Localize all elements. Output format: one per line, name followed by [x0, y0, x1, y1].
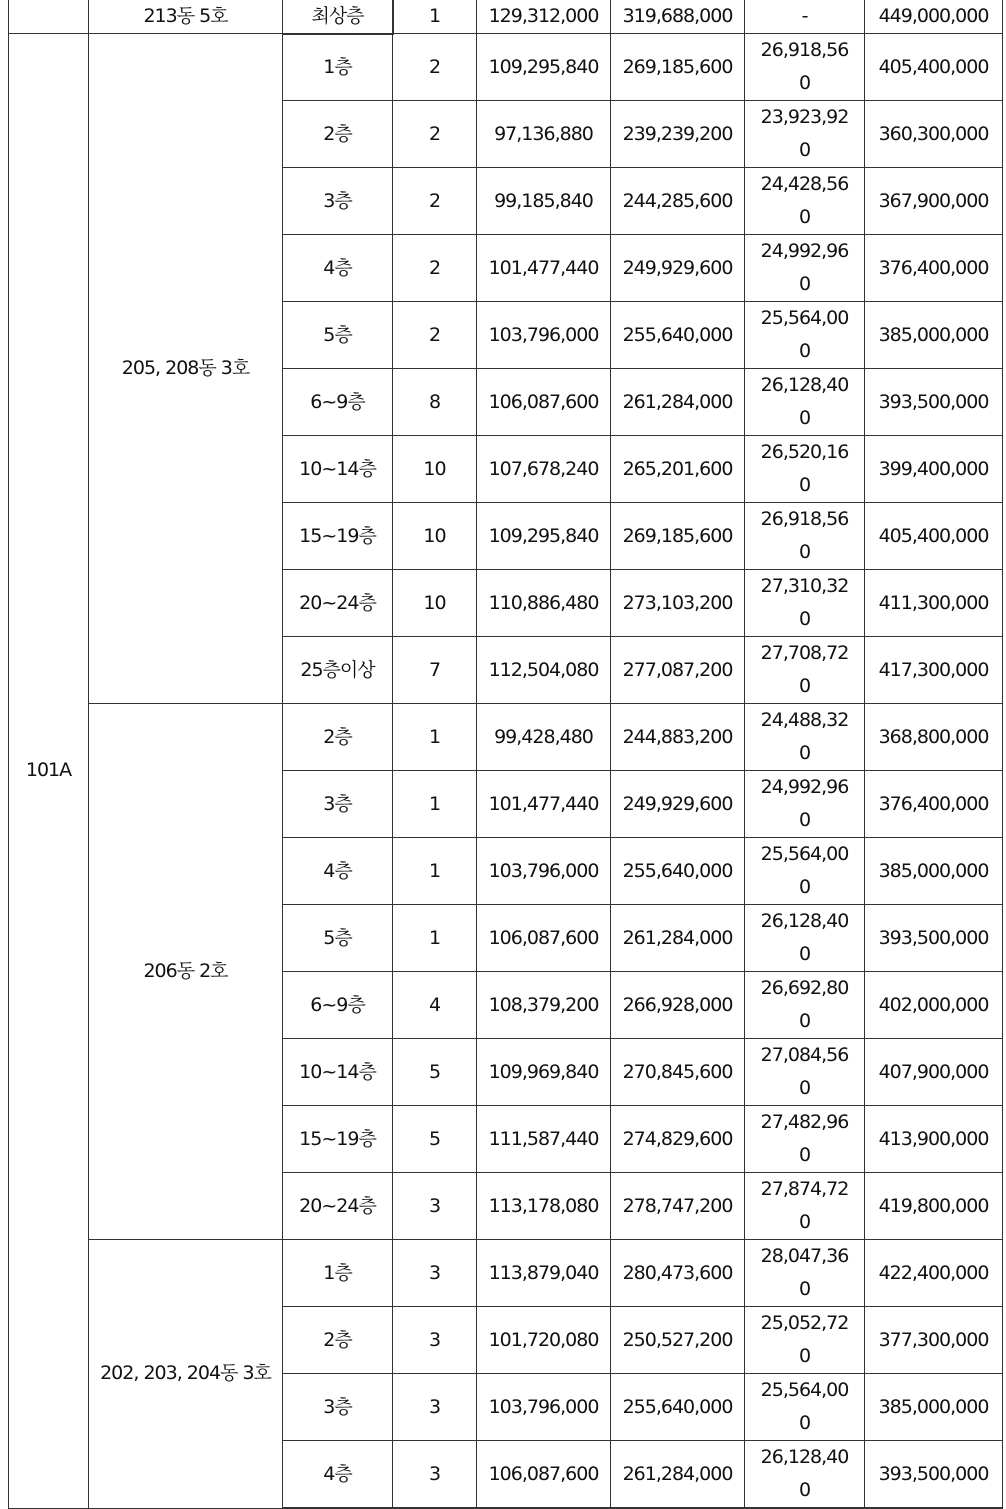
count-cell: 3 — [393, 1173, 477, 1240]
land-price-cell: 113,178,080 — [477, 1173, 611, 1240]
floor-cell: 5층 — [283, 302, 393, 369]
count-cell: 10 — [393, 570, 477, 637]
count-cell: 5 — [393, 1039, 477, 1106]
floor-cell: 3층 — [283, 1374, 393, 1441]
total-price-cell: 399,400,000 — [865, 436, 1003, 503]
floor-cell: 20~24층 — [283, 570, 393, 637]
land-price-cell: 129,312,000 — [477, 0, 611, 34]
vat-cell: - — [745, 0, 865, 34]
vat-cell: 26,692,800 — [745, 972, 865, 1039]
floor-cell: 2층 — [283, 704, 393, 771]
land-price-cell: 103,796,000 — [477, 838, 611, 905]
floor-cell: 최상층 — [283, 0, 393, 34]
building-price-cell: 269,185,600 — [611, 34, 745, 101]
building-price-cell: 244,883,200 — [611, 704, 745, 771]
building-price-cell: 250,527,200 — [611, 1307, 745, 1374]
building-price-cell: 280,473,600 — [611, 1240, 745, 1307]
price-table — [8, 0, 1003, 1509]
vat-cell: 26,918,560 — [745, 34, 865, 101]
building-price-cell: 277,087,200 — [611, 637, 745, 704]
land-price-cell: 99,428,480 — [477, 704, 611, 771]
land-price-cell: 108,379,200 — [477, 972, 611, 1039]
land-price-cell: 101,477,440 — [477, 235, 611, 302]
land-price-cell: 107,678,240 — [477, 436, 611, 503]
total-price-cell: 413,900,000 — [865, 1106, 1003, 1173]
total-price-cell: 385,000,000 — [865, 1374, 1003, 1441]
floor-cell: 20~24층 — [283, 1173, 393, 1240]
land-price-cell: 113,879,040 — [477, 1240, 611, 1307]
count-cell: 3 — [393, 1307, 477, 1374]
land-price-cell: 106,087,600 — [477, 1441, 611, 1509]
floor-cell: 15~19층 — [283, 1106, 393, 1173]
building-price-cell: 273,103,200 — [611, 570, 745, 637]
total-price-cell: 417,300,000 — [865, 637, 1003, 704]
count-cell: 7 — [393, 637, 477, 704]
unit-group-cell: 202, 203, 204동 3호 — [89, 1240, 283, 1509]
table-row — [9, 0, 1003, 34]
floor-cell: 1층 — [283, 34, 393, 101]
total-price-cell: 393,500,000 — [865, 369, 1003, 436]
land-price-cell: 109,295,840 — [477, 503, 611, 570]
count-cell: 1 — [393, 771, 477, 838]
count-cell: 2 — [393, 168, 477, 235]
floor-cell: 6~9층 — [283, 369, 393, 436]
land-price-cell: 109,969,840 — [477, 1039, 611, 1106]
total-price-cell: 407,900,000 — [865, 1039, 1003, 1106]
total-price-cell: 411,300,000 — [865, 570, 1003, 637]
vat-cell: 24,992,960 — [745, 771, 865, 838]
floor-cell: 10~14층 — [283, 436, 393, 503]
count-cell: 10 — [393, 436, 477, 503]
floor-cell: 4층 — [283, 235, 393, 302]
vat-cell: 26,128,400 — [745, 905, 865, 972]
floor-cell: 6~9층 — [283, 972, 393, 1039]
count-cell: 3 — [393, 1240, 477, 1307]
building-price-cell: 255,640,000 — [611, 302, 745, 369]
land-price-cell: 99,185,840 — [477, 168, 611, 235]
total-price-cell: 419,800,000 — [865, 1173, 1003, 1240]
unit-group-cell: 205, 208동 3호 — [89, 34, 283, 704]
land-price-cell: 110,886,480 — [477, 570, 611, 637]
table-row — [9, 34, 1003, 101]
vat-cell: 25,564,000 — [745, 838, 865, 905]
count-cell: 2 — [393, 235, 477, 302]
floor-cell: 25층이상 — [283, 637, 393, 704]
building-price-cell: 249,929,600 — [611, 235, 745, 302]
type-cell: 101A — [9, 34, 89, 1509]
land-price-cell: 101,477,440 — [477, 771, 611, 838]
total-price-cell: 402,000,000 — [865, 972, 1003, 1039]
total-price-cell: 393,500,000 — [865, 1441, 1003, 1509]
type-cell — [9, 0, 89, 34]
land-price-cell: 106,087,600 — [477, 905, 611, 972]
count-cell: 3 — [393, 1374, 477, 1441]
land-price-cell: 101,720,080 — [477, 1307, 611, 1374]
count-cell: 4 — [393, 972, 477, 1039]
building-price-cell: 255,640,000 — [611, 1374, 745, 1441]
vat-cell: 26,128,400 — [745, 369, 865, 436]
building-price-cell: 255,640,000 — [611, 838, 745, 905]
count-cell: 2 — [393, 34, 477, 101]
building-price-cell: 274,829,600 — [611, 1106, 745, 1173]
vat-cell: 26,128,400 — [745, 1441, 865, 1509]
building-price-cell: 270,845,600 — [611, 1039, 745, 1106]
building-price-cell: 261,284,000 — [611, 1441, 745, 1509]
count-cell: 1 — [393, 905, 477, 972]
building-price-cell: 239,239,200 — [611, 101, 745, 168]
count-cell: 1 — [393, 838, 477, 905]
vat-cell: 27,310,320 — [745, 570, 865, 637]
vat-cell: 23,923,920 — [745, 101, 865, 168]
building-price-cell: 261,284,000 — [611, 905, 745, 972]
vat-cell: 28,047,360 — [745, 1240, 865, 1307]
floor-cell: 5층 — [283, 905, 393, 972]
land-price-cell: 103,796,000 — [477, 1374, 611, 1441]
vat-cell: 24,992,960 — [745, 235, 865, 302]
building-price-cell: 261,284,000 — [611, 369, 745, 436]
floor-cell: 1층 — [283, 1240, 393, 1307]
floor-cell: 15~19층 — [283, 503, 393, 570]
unit-group-cell: 213동 5호 — [89, 0, 283, 34]
vat-cell: 24,428,560 — [745, 168, 865, 235]
total-price-cell: 422,400,000 — [865, 1240, 1003, 1307]
floor-cell: 4층 — [283, 1441, 393, 1509]
floor-cell: 3층 — [283, 168, 393, 235]
floor-cell: 10~14층 — [283, 1039, 393, 1106]
total-price-cell: 376,400,000 — [865, 771, 1003, 838]
unit-group-cell: 206동 2호 — [89, 704, 283, 1240]
building-price-cell: 278,747,200 — [611, 1173, 745, 1240]
vat-cell: 25,052,720 — [745, 1307, 865, 1374]
vat-cell: 26,918,560 — [745, 503, 865, 570]
building-price-cell: 249,929,600 — [611, 771, 745, 838]
land-price-cell: 111,587,440 — [477, 1106, 611, 1173]
count-cell: 2 — [393, 302, 477, 369]
total-price-cell: 368,800,000 — [865, 704, 1003, 771]
building-price-cell: 266,928,000 — [611, 972, 745, 1039]
total-price-cell: 376,400,000 — [865, 235, 1003, 302]
land-price-cell: 106,087,600 — [477, 369, 611, 436]
floor-cell: 3층 — [283, 771, 393, 838]
vat-cell: 24,488,320 — [745, 704, 865, 771]
total-price-cell: 360,300,000 — [865, 101, 1003, 168]
table-row — [9, 704, 1003, 771]
floor-cell: 2층 — [283, 1307, 393, 1374]
land-price-cell: 103,796,000 — [477, 302, 611, 369]
count-cell: 3 — [393, 1441, 477, 1509]
vat-cell: 27,482,960 — [745, 1106, 865, 1173]
total-price-cell: 405,400,000 — [865, 503, 1003, 570]
vat-cell: 27,874,720 — [745, 1173, 865, 1240]
total-price-cell: 405,400,000 — [865, 34, 1003, 101]
count-cell: 10 — [393, 503, 477, 570]
vat-cell: 25,564,000 — [745, 302, 865, 369]
total-price-cell: 385,000,000 — [865, 302, 1003, 369]
count-cell: 5 — [393, 1106, 477, 1173]
floor-cell: 4층 — [283, 838, 393, 905]
total-price-cell: 377,300,000 — [865, 1307, 1003, 1374]
floor-cell: 2층 — [283, 101, 393, 168]
vat-cell: 27,084,560 — [745, 1039, 865, 1106]
total-price-cell: 449,000,000 — [865, 0, 1003, 34]
count-cell: 8 — [393, 369, 477, 436]
land-price-cell: 109,295,840 — [477, 34, 611, 101]
table-row — [9, 1240, 1003, 1307]
total-price-cell: 367,900,000 — [865, 168, 1003, 235]
building-price-cell: 265,201,600 — [611, 436, 745, 503]
count-cell: 1 — [393, 0, 477, 34]
building-price-cell: 269,185,600 — [611, 503, 745, 570]
count-cell: 1 — [393, 704, 477, 771]
vat-cell: 26,520,160 — [745, 436, 865, 503]
land-price-cell: 97,136,880 — [477, 101, 611, 168]
land-price-cell: 112,504,080 — [477, 637, 611, 704]
vat-cell: 27,708,720 — [745, 637, 865, 704]
building-price-cell: 244,285,600 — [611, 168, 745, 235]
vat-cell: 25,564,000 — [745, 1374, 865, 1441]
building-price-cell: 319,688,000 — [611, 0, 745, 34]
total-price-cell: 393,500,000 — [865, 905, 1003, 972]
count-cell: 2 — [393, 101, 477, 168]
total-price-cell: 385,000,000 — [865, 838, 1003, 905]
